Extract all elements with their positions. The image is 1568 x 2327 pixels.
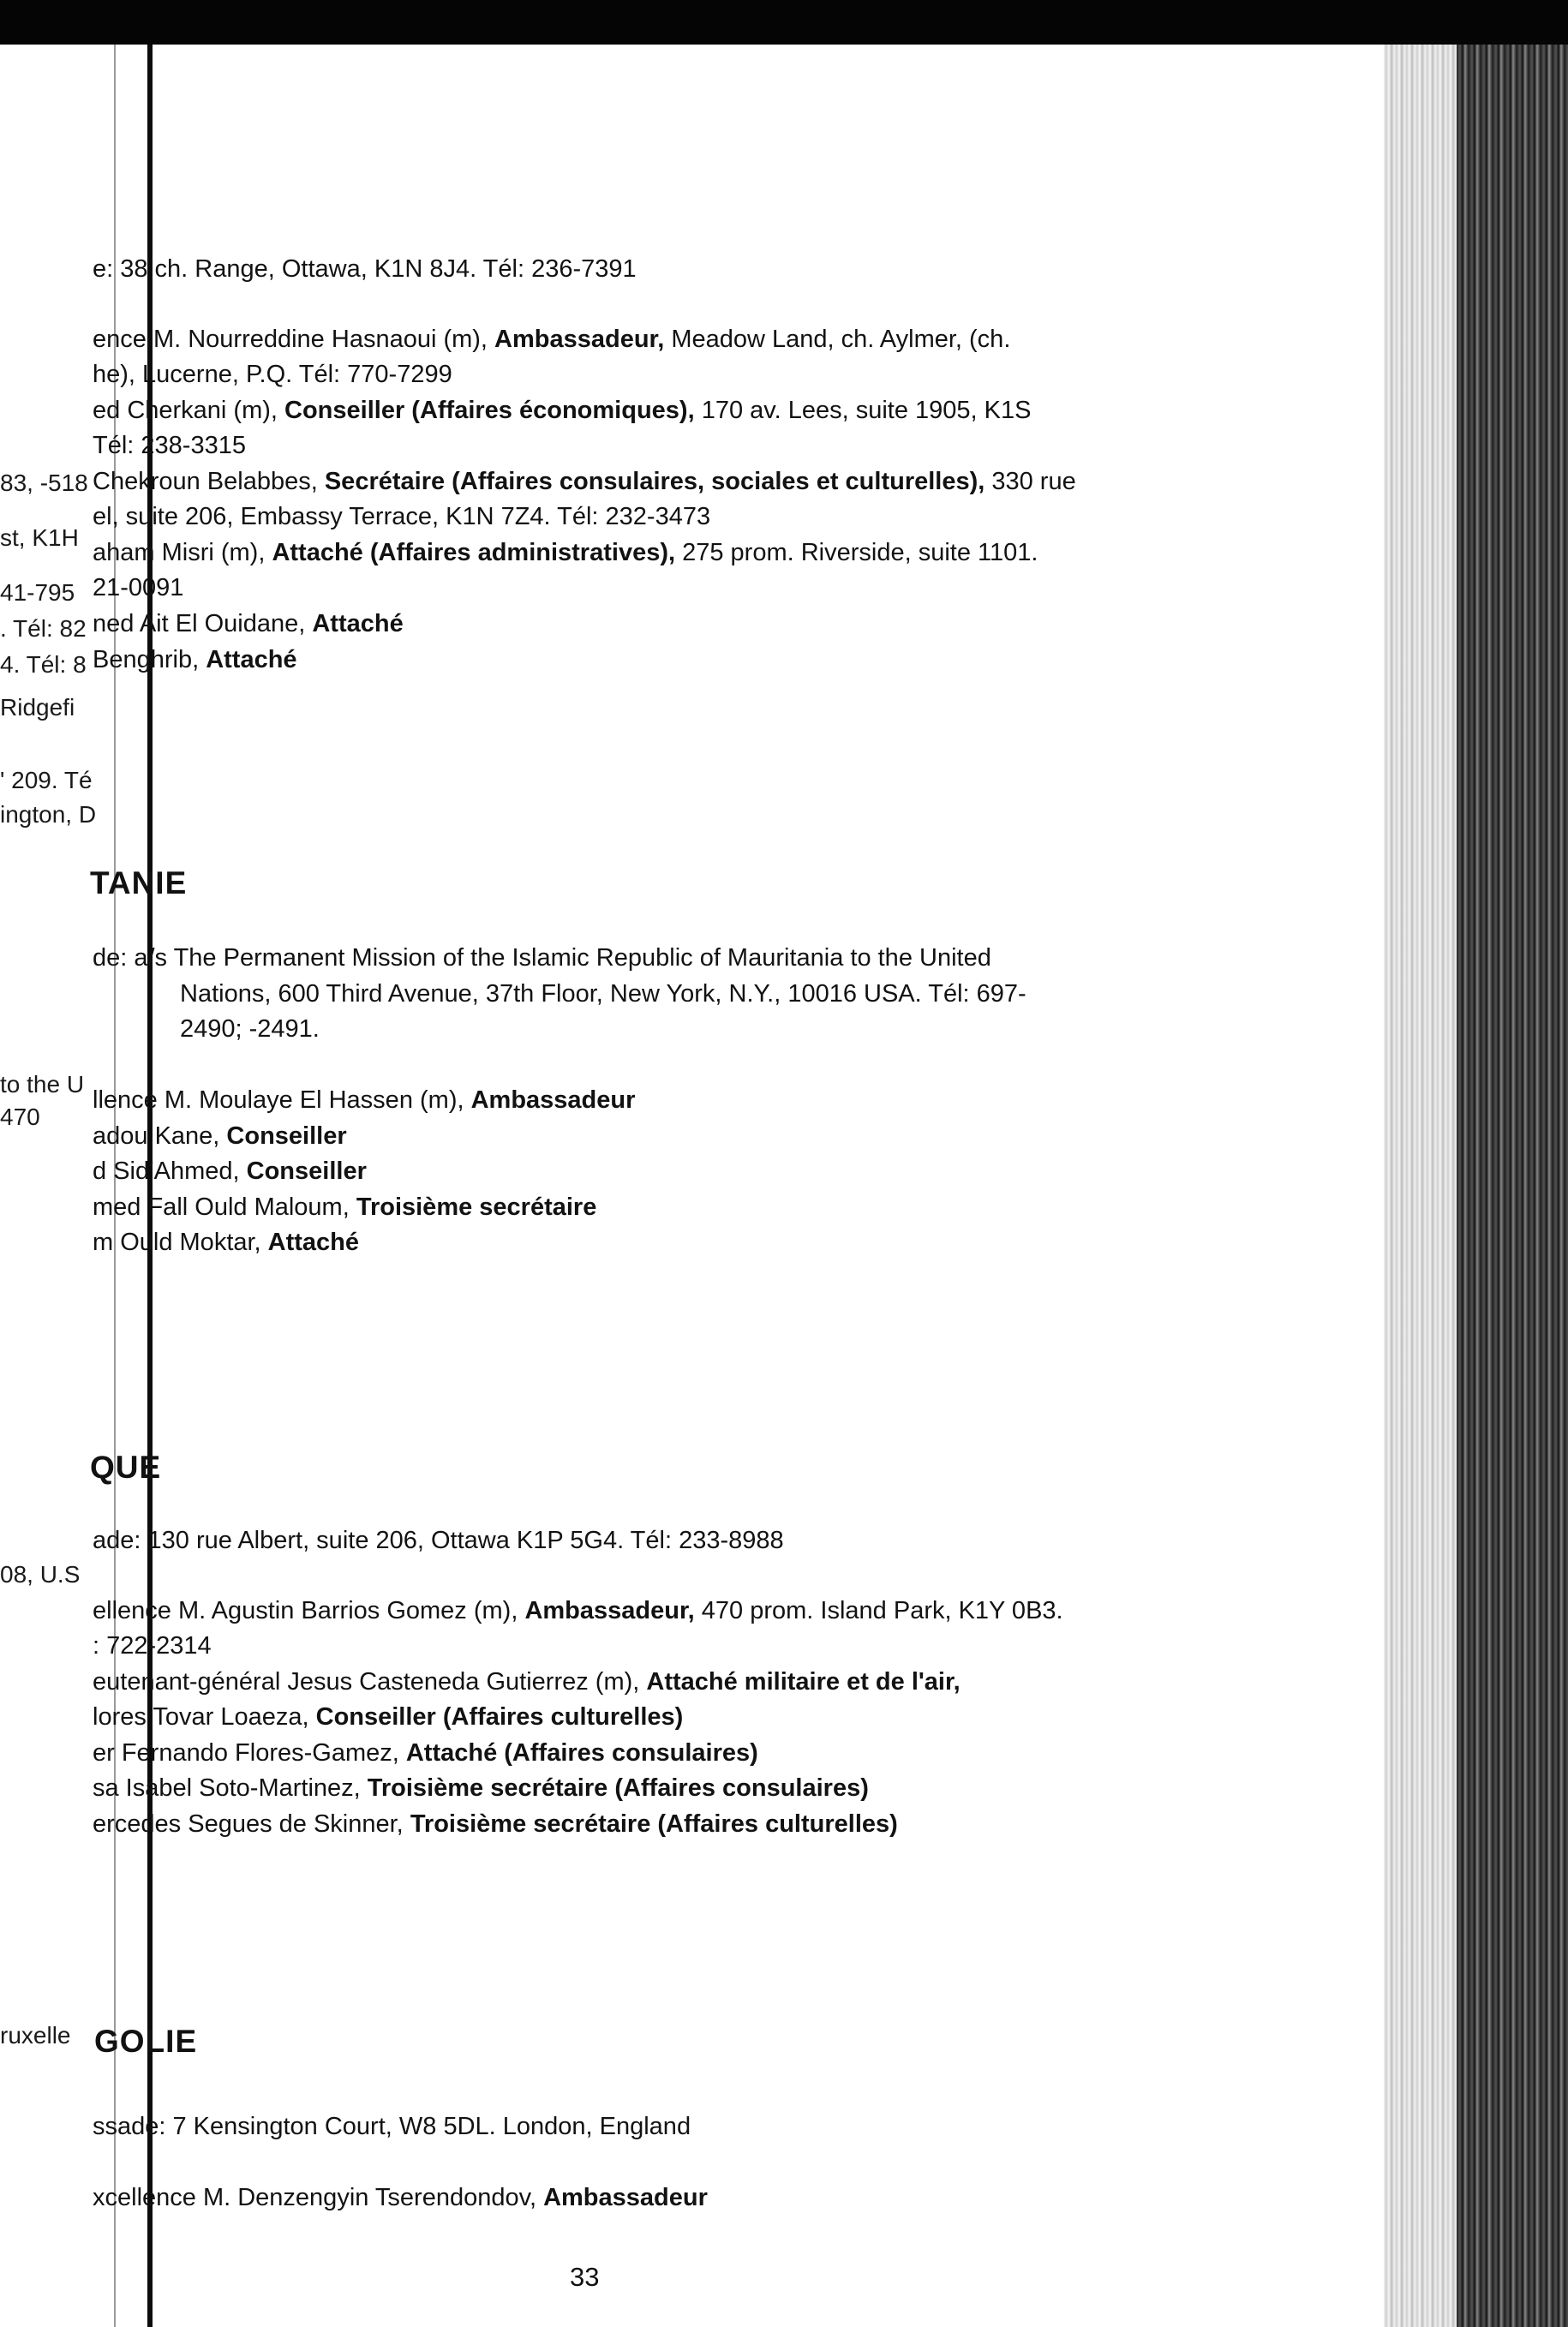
left-page-fragment: 4. Tél: 8: [0, 651, 87, 678]
entry-line: 2490; -2491.: [180, 1015, 320, 1043]
section-heading: GOLIE: [94, 2024, 198, 2059]
left-page-fragment: ington, D: [0, 801, 97, 828]
entry-line: ade: 130 rue Albert, suite 206, Ottawa K1P 5G4. Tél: 233-8988: [93, 1527, 784, 1554]
entry-line: eutenant-général Jesus Casteneda Gutierrez (m), Attaché militaire et de l'air,: [93, 1668, 961, 1696]
entry-line: lores Tovar Loaeza, Conseiller (Affaires culturelles): [93, 1703, 684, 1731]
left-page-fragment: ' 209. Té: [0, 767, 93, 793]
left-page-fragment: 83, -518: [0, 470, 88, 496]
entry-line: adou Kane, Conseiller: [93, 1122, 347, 1150]
entry-line: med Fall Ould Maloum, Troisième secrétaire: [93, 1193, 597, 1221]
left-page-fragment: 41-795: [0, 579, 75, 606]
entry-line: 21-0091: [93, 574, 184, 601]
entry-line: sa Isabel Soto-Martinez, Troisième secrétaire (Affaires consulaires): [93, 1774, 869, 1802]
left-page-fragment: 08, U.S: [0, 1561, 81, 1588]
left-page-fragment: ruxelle: [0, 2022, 71, 2049]
entry-line: ellence M. Agustin Barrios Gomez (m), Ambassadeur, 470 prom. Island Park, K1Y 0B3.: [93, 1597, 1063, 1624]
left-page-fragment: 470: [0, 1104, 40, 1130]
section-heading: TANIE: [90, 865, 188, 900]
left-page-fragment: st, K1H: [0, 524, 79, 551]
entry-line: e: 38 ch. Range, Ottawa, K1N 8J4. Tél: 236-7391: [93, 255, 637, 283]
left-page-fragment: . Tél: 82: [0, 615, 87, 642]
page-edge-dark: [1457, 45, 1568, 2327]
entry-line: Tél: 238-3315: [93, 432, 246, 459]
entry-line: llence M. Moulaye El Hassen (m), Ambassadeur: [93, 1086, 636, 1114]
entry-line: : 722-2314: [93, 1632, 212, 1660]
entry-line: ned Ait El Ouidane, Attaché: [93, 610, 404, 637]
left-page-fragment: Ridgefi: [0, 694, 75, 721]
section-heading: QUE: [90, 1450, 162, 1485]
entry-line: de: a/s The Permanent Mission of the Islamic Republic of Mauritania to the United: [93, 944, 991, 972]
entry-line: Benghrib, Attaché: [93, 646, 297, 673]
entry-line: ence M. Nourreddine Hasnaoui (m), Ambassadeur, Meadow Land, ch. Aylmer, (ch.: [93, 326, 1011, 353]
entry-line: he), Lucerne, P.Q. Tél: 770-7299: [93, 361, 452, 388]
entry-line: el, suite 206, Embassy Terrace, K1N 7Z4. Tél: 232-3473: [93, 503, 711, 530]
entry-line: er Fernando Flores-Gamez, Attaché (Affaires consulaires): [93, 1739, 758, 1767]
left-page-fragment: to the U: [0, 1071, 85, 1098]
entry-line: aham Misri (m), Attaché (Affaires administratives), 275 prom. Riverside, suite 1101.: [93, 539, 1038, 566]
entry-line: Chekroun Belabbes, Secrétaire (Affaires consulaires, sociales et culturelles), 330 rue: [93, 468, 1076, 495]
entry-line: xcellence M. Denzengyin Tserendondov, Ambassadeur: [93, 2184, 708, 2211]
scan-top-border: [0, 0, 1568, 45]
entry-line: d Sid'Ahmed, Conseiller: [93, 1158, 367, 1185]
entry-line: ssade: 7 Kensington Court, W8 5DL. London, England: [93, 2113, 691, 2140]
entry-line: ed Cherkani (m), Conseiller (Affaires économiques), 170 av. Lees, suite 1905, K1S: [93, 397, 1032, 424]
entry-line: m Ould Moktar, Attaché: [93, 1229, 360, 1256]
entry-line: Nations, 600 Third Avenue, 37th Floor, New York, N.Y., 10016 USA. Tél: 697-: [180, 980, 1026, 1008]
page-number: 33: [570, 2262, 600, 2292]
entry-line: ercedes Segues de Skinner, Troisième secrétaire (Affaires culturelles): [93, 1810, 898, 1838]
